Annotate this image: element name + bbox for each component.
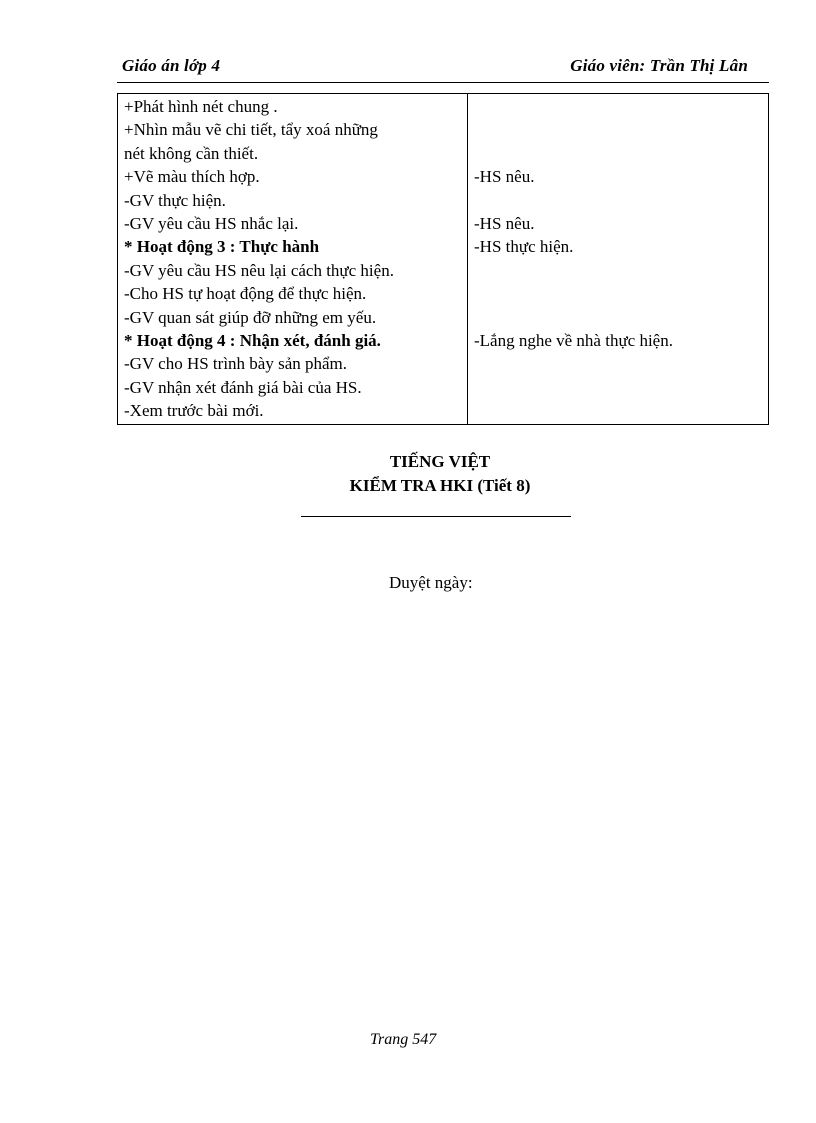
lesson-table [117,93,769,425]
student-line: -HS thực hiện. [474,237,574,257]
teacher-line: -Cho HS tự hoạt động để thực hiện. [124,284,367,304]
header-teacher-name: Giáo viên: Trần Thị Lân [570,56,748,75]
teacher-activities-column [118,94,468,425]
student-line [474,95,764,118]
approval-date-label: Duyệt ngày: [389,573,473,592]
student-line [474,352,764,375]
lesson-title: KIỂM TRA HKI (Tiết 8) [349,476,531,495]
teacher-line: * Hoạt động 3 : Thực hành [124,237,320,257]
teacher-line: +Vẽ màu thích hợp. [124,167,260,187]
teacher-line: -Xem trước bài mới. [124,401,264,421]
teacher-line: -GV nhận xét đánh giá bài của HS. [124,377,362,397]
student-line [474,282,764,305]
page-number: Trang 547 [370,1031,437,1048]
student-line [474,259,764,282]
separator-line [301,516,571,517]
student-activities-column [468,94,769,425]
student-line [474,142,764,165]
subject-title: TIẾNG VIỆT [389,452,491,471]
teacher-line: -GV cho HS trình bày sản phẩm. [124,354,348,374]
student-line [474,189,764,212]
student-line [474,118,764,141]
teacher-line: nét không cần thiết. [124,143,259,163]
student-line [474,399,764,422]
header-rule [117,82,769,83]
teacher-line: +Phát hình nét chung . [124,97,278,116]
student-line [474,306,764,329]
student-line: -Lắng nghe về nhà thực hiện. [474,330,673,350]
teacher-line: -GV yêu cầu HS nêu lại cách thực hiện. [124,260,394,280]
teacher-line: -GV quan sát giúp đỡ những em yếu. [124,307,377,327]
teacher-line: +Nhìn mẫu vẽ chi tiết, tẩy xoá những [124,120,378,140]
teacher-line: -GV yêu cầu HS nhắc lại. [124,213,299,233]
teacher-line: * Hoạt động 4 : Nhận xét, đánh giá. [124,330,381,350]
header-left-title: Giáo án lớp 4 [122,56,221,75]
student-line [474,376,764,399]
teacher-line: -GV thực hiện. [124,190,226,210]
student-line: -HS nêu. [474,213,535,233]
student-line: -HS nêu. [474,167,535,187]
